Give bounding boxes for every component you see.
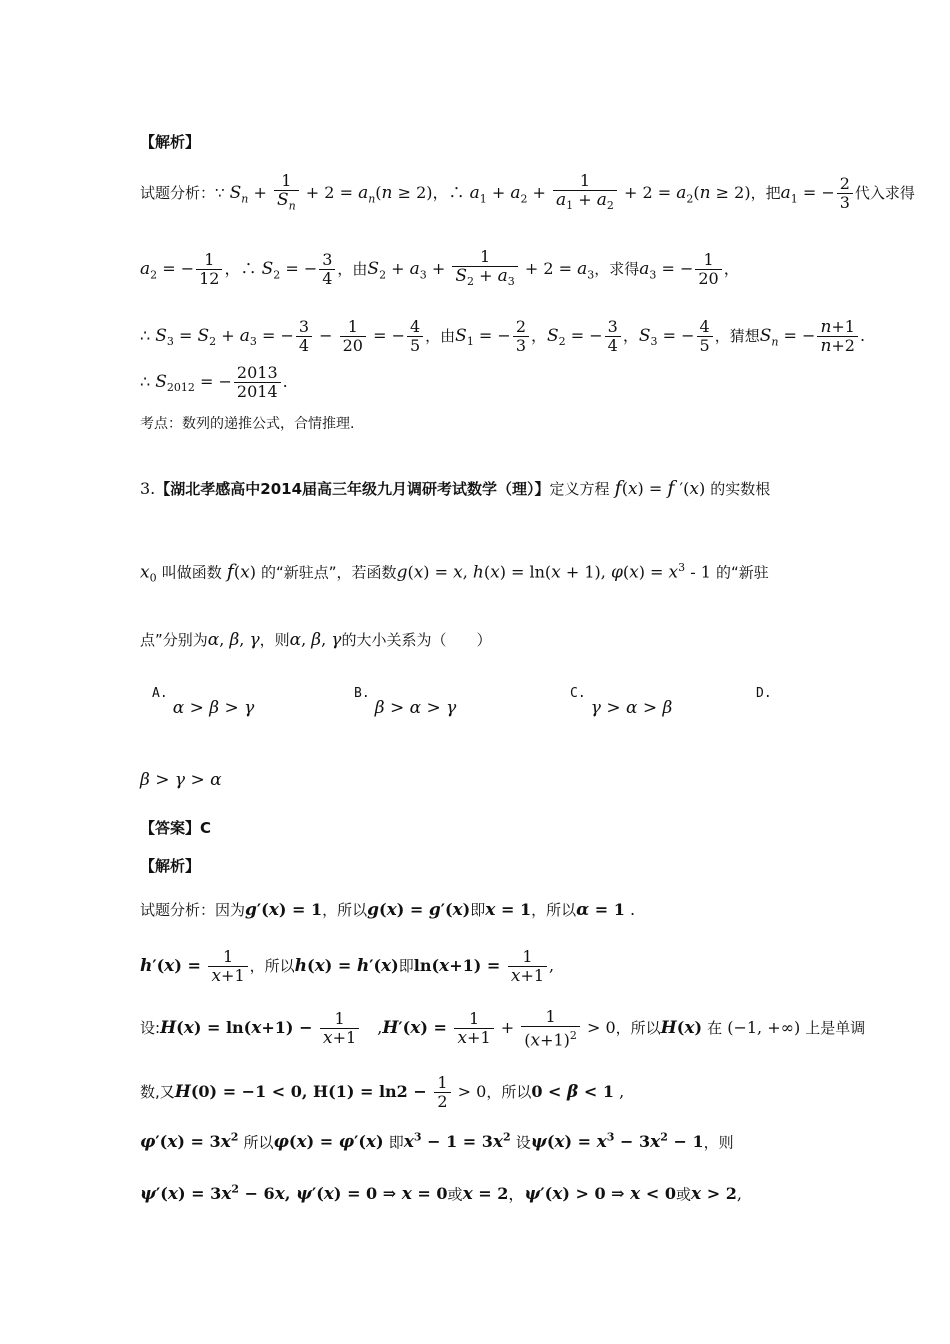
solution-text-6a: 或 bbox=[447, 1185, 463, 1204]
solution-line-6: $\psi'(x) = 3x^2 - 6x$, ψ′(x) = 0 ⇒ x = 0或x = 2，ψ′(x) > 0 ⇒ x < 0或x > 2, bbox=[140, 1183, 742, 1205]
analysis-by-2: ，由 bbox=[425, 327, 456, 345]
option-c-text: γ > α > β bbox=[590, 698, 673, 718]
solution-text-3a: 设: bbox=[140, 1019, 161, 1038]
kaodian-line: 考点：数列的递推公式，合情推理. bbox=[140, 416, 355, 432]
analysis-by: ，由 bbox=[337, 260, 368, 279]
option-b-label: B. bbox=[354, 686, 370, 701]
analysis-substitute: 代入求得 bbox=[854, 184, 915, 203]
option-c[interactable] bbox=[570, 686, 672, 718]
question-text-2: 的实数根 bbox=[710, 480, 771, 498]
solution-text-1d: ，所以 bbox=[531, 901, 577, 919]
solution-text-4b: ，所以 bbox=[486, 1083, 532, 1101]
analysis-heading: 【解析】 bbox=[140, 133, 201, 151]
solution-text-6b: 或 bbox=[675, 1185, 691, 1204]
option-d[interactable] bbox=[756, 686, 772, 705]
analysis-put: ，把 bbox=[750, 184, 781, 203]
analysis-line-1: 试题分析：∵ $S_n$ + $\frac{1}{S_n}$ + $2 = a_n(n \ge 2)$，∴ $a_1 + a_2$ + $\frac{1}{a_1 + a_2}$ + $2 = a_2(n \ge 2)$，把$a_1$ = − $\frac{2}{3}$ 代入求得 bbox=[140, 172, 915, 215]
solution-text-1a: 试题分析：因为 bbox=[140, 901, 246, 919]
answer-heading: 【答案】C bbox=[140, 819, 212, 837]
question-3-line-2: $x_0$ 叫做函数 f(x) 的“新驻点”，若函数g(x) = x, h(x) = ln(x + 1), $\varphi(x) = x^3 - 1$ 的“新驻 bbox=[140, 560, 769, 585]
question-3-line-1: 3.【湖北孝感高中2014届高三年级九月调研考试数学（理）】定义方程 f(x) = f ′(x) 的实数根 bbox=[140, 477, 771, 499]
solution-text-2a: ，所以 bbox=[249, 957, 295, 975]
solution-line-1: 试题分析：因为g′(x) = 1，所以g(x) = g′(x)即x = 1，所以α = 1 . bbox=[140, 900, 636, 920]
question-source: 【湖北孝感高中2014届高三年级九月调研考试数学（理）】 bbox=[155, 480, 550, 498]
analysis-got: ，求得 bbox=[594, 260, 640, 279]
option-a[interactable] bbox=[152, 686, 254, 718]
solution-line-3: 设:H(x) = ln(x+1) − $\frac{1}{x+1}$ ,H′(x) = $\frac{1}{x+1}$ + $\frac{1}{(x+1)^2}$ > 0，所以H(x) 在 (−1, +∞) 上是单调 bbox=[140, 1007, 866, 1051]
question-3-line-3: 点”分别为α, β, γ，则α, β, γ的大小关系为（ ） bbox=[140, 630, 492, 650]
question-text-1: 定义方程 bbox=[549, 480, 610, 498]
option-a-label: A. bbox=[152, 686, 168, 701]
solution-line-2: h′(x) = $\frac{1}{x+1}$ ，所以h(x) = h′(x)即ln(x+1) = $\frac{1}{x+1}$ , bbox=[140, 947, 555, 986]
analysis-line-4: ∴ $S_{2012}$ = − $\frac{2013}{2014}$ . bbox=[140, 363, 288, 401]
question-text-5: 的“新驻 bbox=[715, 563, 769, 582]
analysis-guess: ，猜想 bbox=[714, 327, 760, 345]
solution-text-3d: 上是单调 bbox=[805, 1019, 866, 1038]
solution-text-3b: ，所以 bbox=[615, 1019, 661, 1038]
question-text-8: 的大小关系为（ ） bbox=[341, 631, 492, 649]
solution-text-2b: 即 bbox=[398, 957, 414, 975]
option-b[interactable] bbox=[354, 686, 456, 718]
question-text-7: ，则 bbox=[259, 631, 290, 649]
solution-text-5c: 设 bbox=[515, 1133, 531, 1152]
analysis-heading-2: 【解析】 bbox=[140, 857, 201, 875]
question-text-6: 点”分别为 bbox=[140, 631, 208, 649]
option-d-label: D. bbox=[756, 686, 772, 701]
question-text-4: 的“新驻点”，若函数 bbox=[261, 563, 397, 582]
solution-line-5: $\varphi'(x) = 3x^2$ 所以φ(x) = φ′(x) 即$x^3 - 1 = 3x^2$ 设$\psi(x) = x^3 - 3x^2 - 1$，则 bbox=[140, 1131, 734, 1153]
solution-line-4: 数,又H(0) = −1 < 0, H(1) = ln2 − $\frac{1}{2}$ > 0，所以0 < β < 1 , bbox=[140, 1073, 625, 1111]
solution-text-4a: 数,又 bbox=[140, 1083, 175, 1101]
option-d-text: β > γ > α bbox=[140, 770, 222, 790]
solution-text-5b: 即 bbox=[388, 1133, 404, 1152]
option-b-text: β > α > γ bbox=[374, 698, 457, 718]
option-a-text: α > β > γ bbox=[172, 698, 255, 718]
question-text-3: 叫做函数 bbox=[161, 563, 222, 582]
analysis-line-2: $a_2$ = − $\frac{1}{12}$ ，∴ $S_2$ = − $\frac{3}{4}$ ，由$S_2 + a_3$ + $\frac{1}{S_2 + a_3}$ + $2 = a_3$，求得$a_3$ = − $\frac{1}{20}$ ， bbox=[140, 248, 740, 291]
solution-text-1c: 即 bbox=[470, 901, 486, 919]
analysis-intro: 试题分析：∵ bbox=[140, 184, 225, 203]
solution-text-5d: ，则 bbox=[703, 1133, 734, 1152]
solution-text-1b: ，所以 bbox=[322, 901, 368, 919]
option-c-label: C. bbox=[570, 686, 586, 701]
solution-text-3c: 在 bbox=[707, 1019, 723, 1038]
solution-text-5a: 所以 bbox=[243, 1133, 274, 1152]
question-number: 3. bbox=[140, 479, 156, 498]
analysis-line-3: ∴ $S_3 = S_2 + a_3$ = − $\frac{3}{4}$ − $\frac{1}{20}$ = − $\frac{4}{5}$ ，由$S_1$ = − $\frac{2}{3}$ ，$S_2$ = − $\frac{3}{4}$ ，$S_3$ = − $\frac{4}{5}$ ，猜想$S_n$ = − $\frac{n+1}{n+2}$ . bbox=[140, 317, 866, 356]
